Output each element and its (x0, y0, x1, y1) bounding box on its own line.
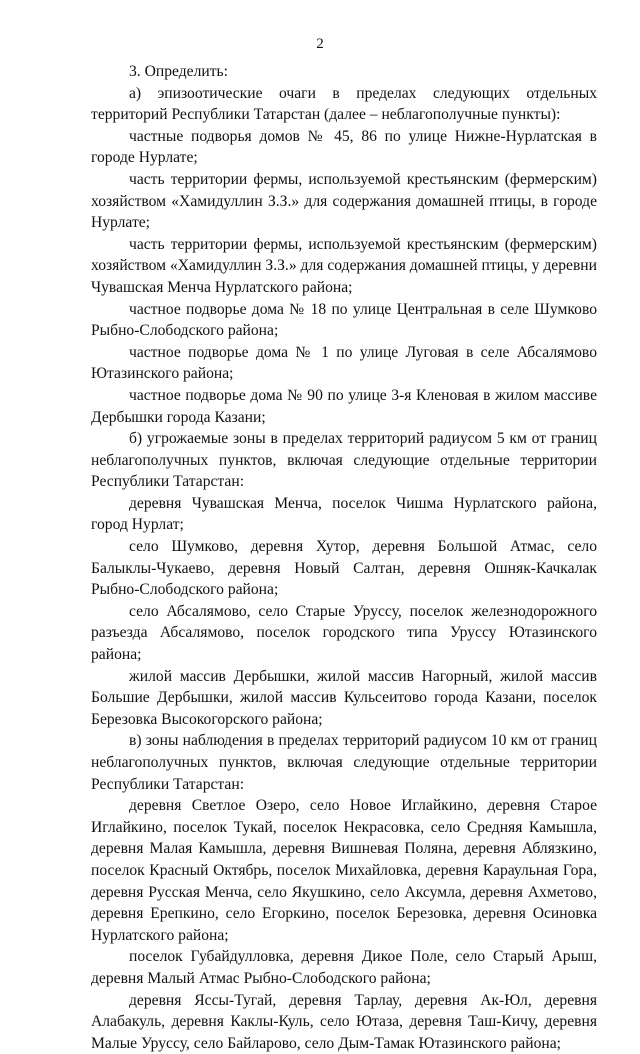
paragraph-threat-zone-4: жилой массив Дербышки, жилой массив Нагорный, жилой массив Большие Дербышки, жилой массив Кульсеитово города Казани, поселок Березовка Высокогорского района; (91, 667, 597, 728)
paragraph-focus-5: частное подворье дома № 1 по улице Луговая в селе Абсалямово Ютазинского района; (91, 343, 597, 383)
paragraph-focus-2: часть территории фермы, используемой крестьянским (фермерским) хозяйством «Хамидуллин З.З.» для содержания домашней птицы, в городе Нурлате; (91, 170, 597, 232)
paragraph-observation-zone-2: поселок Губайдулловка, деревня Дикое Поле, село Старый Арыш, деревня Малый Атмас Рыбно-Слободского района; (91, 948, 597, 987)
paragraph-item-v: в) зоны наблюдения в пределах территорий радиусом 10 км от границ неблагополучных пунктов, включая следующие отдельные территории Республики Татарстан: (91, 732, 597, 793)
paragraph-focus-6: частное подворье дома № 90 по улице 3-я Кленовая в жилом массиве Дербышки города Казани; (91, 386, 597, 426)
document-body (91, 61, 597, 1054)
paragraph-threat-zone-2: село Шумково, деревня Хутор, деревня Большой Атмас, село Балыклы-Чукаево, деревня Новый Салтан, деревня Ошняк-Качкалак Рыбно-Слободского района; (91, 538, 597, 599)
paragraph-focus-4: частное подворье дома № 18 по улице Центральная в селе Шумково Рыбно-Слободского района; (91, 300, 597, 340)
paragraph-focus-1: частные подворья домов № 45, 86 по улице Нижне-Нурлатская в городе Нурлате; (91, 127, 597, 167)
paragraph-item-b: б) угрожаемые зоны в пределах территорий радиусом 5 км от границ неблагополучных пунктов, включая следующие отдельные территории Республики Татарстан: (91, 430, 597, 491)
page-number: 2 (316, 36, 324, 52)
paragraph-item-a: а) эпизоотические очаги в пределах следующих отдельных территорий Республики Татарстан (далее – неблагополучные пункты): (91, 84, 597, 124)
paragraph-focus-3: часть территории фермы, используемой крестьянским (фермерским) хозяйством «Хамидуллин З.З.» для содержания домашней птицы, у деревни Чувашская Менча Нурлатского района; (91, 235, 597, 296)
paragraph-observation-zone-1: деревня Светлое Озеро, село Новое Иглайкино, деревня Старое Иглайкино, поселок Тукай, поселок Некрасовка, село Средняя Камышла, деревня Малая Камышла, деревня Вишневая Поляна, деревня Аблязкино, поселок Красный Октябрь, поселок Михайловка, деревня Караульная Гора, деревня Русская Менча, село Якушкино, село Аксумла, деревня Ахметово, деревня Ерепкино, село Егоркино, поселок Березовка, деревня Осиновка Нурлатского района; (91, 797, 597, 944)
paragraph-threat-zone-1: деревня Чувашская Менча, поселок Чишма Нурлатского района, город Нурлат; (91, 494, 597, 534)
paragraph-observation-zone-3: деревня Яссы-Тугай, деревня Тарлау, деревня Ак-Юл, деревня Алабакуль, деревня Каклы-Куль, село Ютаза, деревня Таш-Кичу, деревня Малые Уруссу, село Байларово, село Дым-Тамак Ютазинского района; (91, 991, 597, 1052)
paragraph-section-heading: 3. Определить: (129, 63, 228, 80)
paragraph-threat-zone-3: село Абсалямово, село Старые Уруссу, поселок железнодорожного разъезда Абсалямово, поселок городского типа Уруссу Ютазинского района; (91, 602, 597, 664)
